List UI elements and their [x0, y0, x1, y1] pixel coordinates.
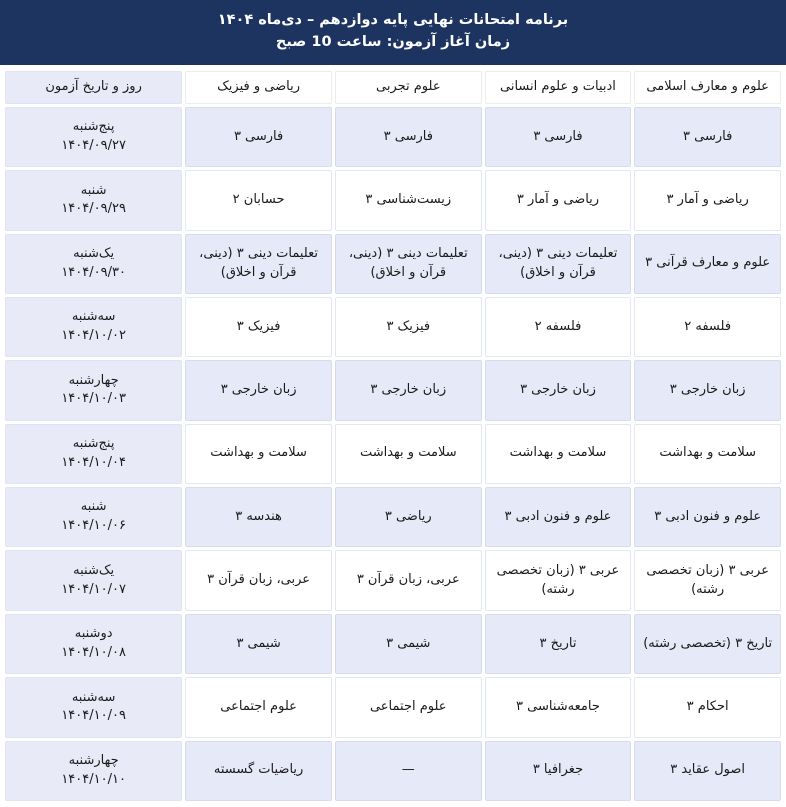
cell-date-value: ۱۴۰۴/۰۹/۲۷: [61, 137, 126, 153]
table-row: [5, 107, 781, 167]
cell-experimental: فارسی ۳: [335, 107, 482, 167]
cell-humanities: علوم و فنون ادبی ۳: [485, 487, 632, 547]
cell-math-physics: عربی، زبان قرآن ۳: [185, 550, 332, 610]
cell-islamic: سلامت و بهداشت: [634, 424, 781, 484]
cell-date-value: ۱۴۰۴/۱۰/۰۸: [61, 644, 126, 660]
table-row: [5, 424, 781, 484]
table-row: [5, 741, 781, 801]
cell-day-name: سه‌شنبه: [71, 689, 116, 705]
cell-date-value: ۱۴۰۴/۰۹/۳۰: [61, 264, 126, 280]
cell-date: [5, 487, 182, 547]
table-row: [5, 550, 781, 610]
cell-islamic: اصول عقاید ۳: [634, 741, 781, 801]
cell-math-physics: تعلیمات دینی ۳ (دینی، قرآن و اخلاق): [185, 234, 332, 294]
cell-humanities: جامعه‌شناسی ۳: [485, 677, 632, 737]
cell-humanities: جغرافیا ۳: [485, 741, 632, 801]
cell-math-physics: حسابان ۲: [185, 170, 332, 230]
cell-date: [5, 741, 182, 801]
cell-day-name: شنبه: [80, 182, 107, 198]
table-header-row: [5, 71, 781, 104]
table-row: [5, 297, 781, 357]
cell-islamic: فلسفه ۲: [634, 297, 781, 357]
cell-date: [5, 107, 182, 167]
schedule-table: [0, 65, 786, 807]
cell-day-name: پنج‌شنبه: [72, 436, 115, 451]
cell-day-name: سه‌شنبه: [71, 309, 116, 325]
cell-date-value: ۱۴۰۴/۱۰/۱۰: [61, 771, 126, 787]
cell-day-name: چهارشنبه: [68, 372, 119, 388]
cell-experimental: شیمی ۳: [335, 614, 482, 674]
cell-math-physics: هندسه ۳: [185, 487, 332, 547]
cell-day-name: پنج‌شنبه: [72, 119, 115, 135]
cell-experimental: علوم اجتماعی: [335, 677, 482, 737]
column-header-islamic: علوم و معارف اسلامی: [634, 71, 781, 104]
cell-humanities: سلامت و بهداشت: [485, 424, 632, 484]
cell-math-physics: ریاضیات گسسته: [185, 741, 332, 801]
cell-experimental: زیست‌شناسی ۳: [335, 170, 482, 230]
cell-math-physics: فیزیک ۳: [185, 297, 332, 357]
cell-islamic: احکام ۳: [634, 677, 781, 737]
cell-humanities: زبان خارجی ۳: [485, 360, 632, 420]
cell-day-name: یک‌شنبه: [73, 245, 115, 261]
cell-date: [5, 424, 182, 484]
table-row: [5, 614, 781, 674]
cell-date-value: ۱۴۰۴/۱۰/۰۲: [61, 328, 126, 344]
table-row: [5, 360, 781, 420]
cell-experimental: ریاضی ۳: [335, 487, 482, 547]
cell-day-name: چهارشنبه: [68, 752, 119, 768]
cell-date-value: ۱۴۰۴/۱۰/۰۴: [61, 454, 126, 470]
cell-day-name: دوشنبه: [74, 626, 113, 642]
cell-day-name: یک‌شنبه: [73, 562, 115, 578]
cell-islamic: علوم و فنون ادبی ۳: [634, 487, 781, 547]
cell-humanities: ریاضی و آمار ۳: [485, 170, 632, 230]
cell-math-physics: شیمی ۳: [185, 614, 332, 674]
cell-date-value: ۱۴۰۴/۱۰/۰۹: [61, 708, 126, 724]
cell-humanities: تاریخ ۳: [485, 614, 632, 674]
cell-date-value: ۱۴۰۴/۰۹/۲۹: [61, 201, 126, 217]
table-row: [5, 677, 781, 737]
title-line-2: زمان آغاز آزمون: ساعت 10 صبح: [275, 34, 511, 51]
cell-islamic: تاریخ ۳ (تخصصی رشته): [634, 614, 781, 674]
cell-humanities: تعلیمات دینی ۳ (دینی، قرآن و اخلاق): [485, 234, 632, 294]
cell-experimental: عربی، زبان قرآن ۳: [335, 550, 482, 610]
table-row: [5, 487, 781, 547]
cell-date: [5, 614, 182, 674]
cell-experimental: تعلیمات دینی ۳ (دینی، قرآن و اخلاق): [335, 234, 482, 294]
cell-experimental: فیزیک ۳: [335, 297, 482, 357]
cell-day-name: شنبه: [80, 499, 107, 515]
cell-islamic: فارسی ۳: [634, 107, 781, 167]
table-row: [5, 170, 781, 230]
cell-date: [5, 234, 182, 294]
cell-date-value: ۱۴۰۴/۱۰/۰۳: [61, 391, 126, 407]
cell-math-physics: علوم اجتماعی: [185, 677, 332, 737]
cell-date: [5, 360, 182, 420]
cell-date: [5, 297, 182, 357]
cell-experimental: —: [335, 741, 482, 801]
column-header-experimental: علوم تجربی: [335, 71, 482, 104]
cell-experimental: سلامت و بهداشت: [335, 424, 482, 484]
cell-humanities: فلسفه ۲: [485, 297, 632, 357]
cell-islamic: علوم و معارف قرآنی ۳: [634, 234, 781, 294]
column-header-date: روز و تاریخ آزمون: [5, 71, 182, 104]
column-header-humanities: ادبیات و علوم انسانی: [485, 71, 632, 104]
cell-islamic: ریاضی و آمار ۳: [634, 170, 781, 230]
cell-math-physics: سلامت و بهداشت: [185, 424, 332, 484]
page-title: [0, 0, 786, 65]
cell-islamic: عربی ۳ (زبان تخصصی رشته): [634, 550, 781, 610]
title-line-1: برنامه امتحانات نهایی پایه دوازدهم – دی‌ماه ۱۴۰۴: [217, 12, 569, 28]
cell-math-physics: فارسی ۳: [185, 107, 332, 167]
cell-date: [5, 550, 182, 610]
cell-date: [5, 677, 182, 737]
cell-date: [5, 170, 182, 230]
cell-date-value: ۱۴۰۴/۱۰/۰۷: [61, 581, 126, 597]
cell-experimental: زبان خارجی ۳: [335, 360, 482, 420]
table-row: [5, 234, 781, 294]
cell-date-value: ۱۴۰۴/۱۰/۰۶: [61, 518, 126, 534]
cell-humanities: عربی ۳ (زبان تخصصی رشته): [485, 550, 632, 610]
cell-islamic: زبان خارجی ۳: [634, 360, 781, 420]
column-header-math-physics: ریاضی و فیزیک: [185, 71, 332, 104]
cell-humanities: فارسی ۳: [485, 107, 632, 167]
cell-math-physics: زبان خارجی ۳: [185, 360, 332, 420]
